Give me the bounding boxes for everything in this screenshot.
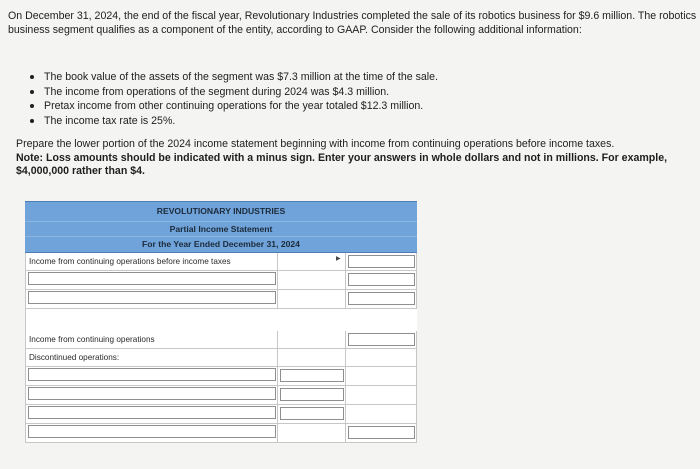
label-cell [26, 290, 278, 308]
line-7-label-input[interactable] [28, 387, 276, 400]
line-7-amount-input[interactable] [280, 388, 344, 401]
statement-grid [25, 253, 417, 443]
info-bullet-pretax-income: Pretax income from other continuing operations for the year totaled $12.3 million. [30, 99, 670, 114]
spacer [26, 309, 417, 331]
table-row [26, 367, 417, 386]
pretax-income-total-input[interactable] [348, 255, 415, 268]
total-cell [346, 290, 417, 308]
table-row [26, 271, 417, 290]
amount-cell [278, 331, 346, 348]
row-label-discontinued: Discontinued operations: [26, 349, 278, 366]
table-row [26, 424, 417, 443]
amount-cell [278, 253, 346, 270]
table-row [26, 349, 417, 367]
total-cell [346, 253, 417, 270]
table-row [26, 405, 417, 424]
info-bullet-segment-income: The income from operations of the segment during 2024 was $4.3 million. [30, 85, 670, 100]
line-3-label-input[interactable] [28, 291, 276, 304]
line-6-amount-input[interactable] [280, 369, 344, 382]
total-cell [346, 424, 417, 442]
label-cell [26, 386, 278, 404]
line-8-label-input[interactable] [28, 406, 276, 419]
table-row [26, 386, 417, 405]
continuing-income-total-input[interactable] [348, 333, 415, 346]
line-2-label-input[interactable] [28, 272, 276, 285]
note-text: Note: Loss amounts should be indicated with a minus sign. Enter your answers in whole dollars and not in millions. For example, $4,000,000 rather than $4. [16, 151, 668, 177]
amount-cell [278, 367, 346, 385]
info-bullet-list [30, 70, 670, 128]
amount-cell [278, 424, 346, 442]
amount-cell [278, 386, 346, 404]
label-cell [26, 367, 278, 385]
line-9-label-input[interactable] [28, 425, 276, 438]
statement-period: For the Year Ended December 31, 2024 [25, 236, 417, 253]
total-cell [346, 331, 417, 348]
label-cell [26, 424, 278, 442]
amount-cell [278, 290, 346, 308]
row-label-continuing-income: Income from continuing operations [26, 331, 278, 348]
info-bullet-tax-rate: The income tax rate is 25%. [30, 114, 670, 129]
line-8-amount-input[interactable] [280, 407, 344, 420]
label-cell [26, 405, 278, 423]
instructions [16, 138, 696, 179]
total-cell [346, 386, 417, 404]
line-3-total-input[interactable] [348, 292, 415, 305]
amount-cell [278, 271, 346, 289]
line-2-total-input[interactable] [348, 273, 415, 286]
statement-subtitle: Partial Income Statement [25, 221, 417, 236]
prepare-text: Prepare the lower portion of the 2024 income statement beginning with income from continuing operations before income taxes. [16, 138, 615, 150]
total-cell [346, 271, 417, 289]
info-bullet-book-value: The book value of the assets of the segment was $7.3 million at the time of the sale. [30, 70, 670, 85]
table-row [26, 253, 417, 271]
problem-intro: On December 31, 2024, the end of the fiscal year, Revolutionary Industries completed the sale of its robotics business for $9.6 million. The robotics business segment qualifies as a component of the entity, according to GAAP. Consider the following additional information: [8, 10, 697, 36]
total-cell [346, 405, 417, 423]
total-cell [346, 349, 417, 366]
total-cell [346, 367, 417, 385]
line-6-label-input[interactable] [28, 368, 276, 381]
table-row [26, 331, 417, 349]
table-row [26, 290, 417, 309]
line-9-total-input[interactable] [348, 426, 415, 439]
amount-cell [278, 405, 346, 423]
row-label-pretax-income: Income from continuing operations before income taxes [26, 253, 278, 270]
statement-company-name: REVOLUTIONARY INDUSTRIES [25, 201, 417, 221]
amount-cell [278, 349, 346, 366]
income-statement-table [25, 201, 417, 443]
dropdown-arrow-icon: ▶ [336, 256, 341, 262]
label-cell [26, 271, 278, 289]
